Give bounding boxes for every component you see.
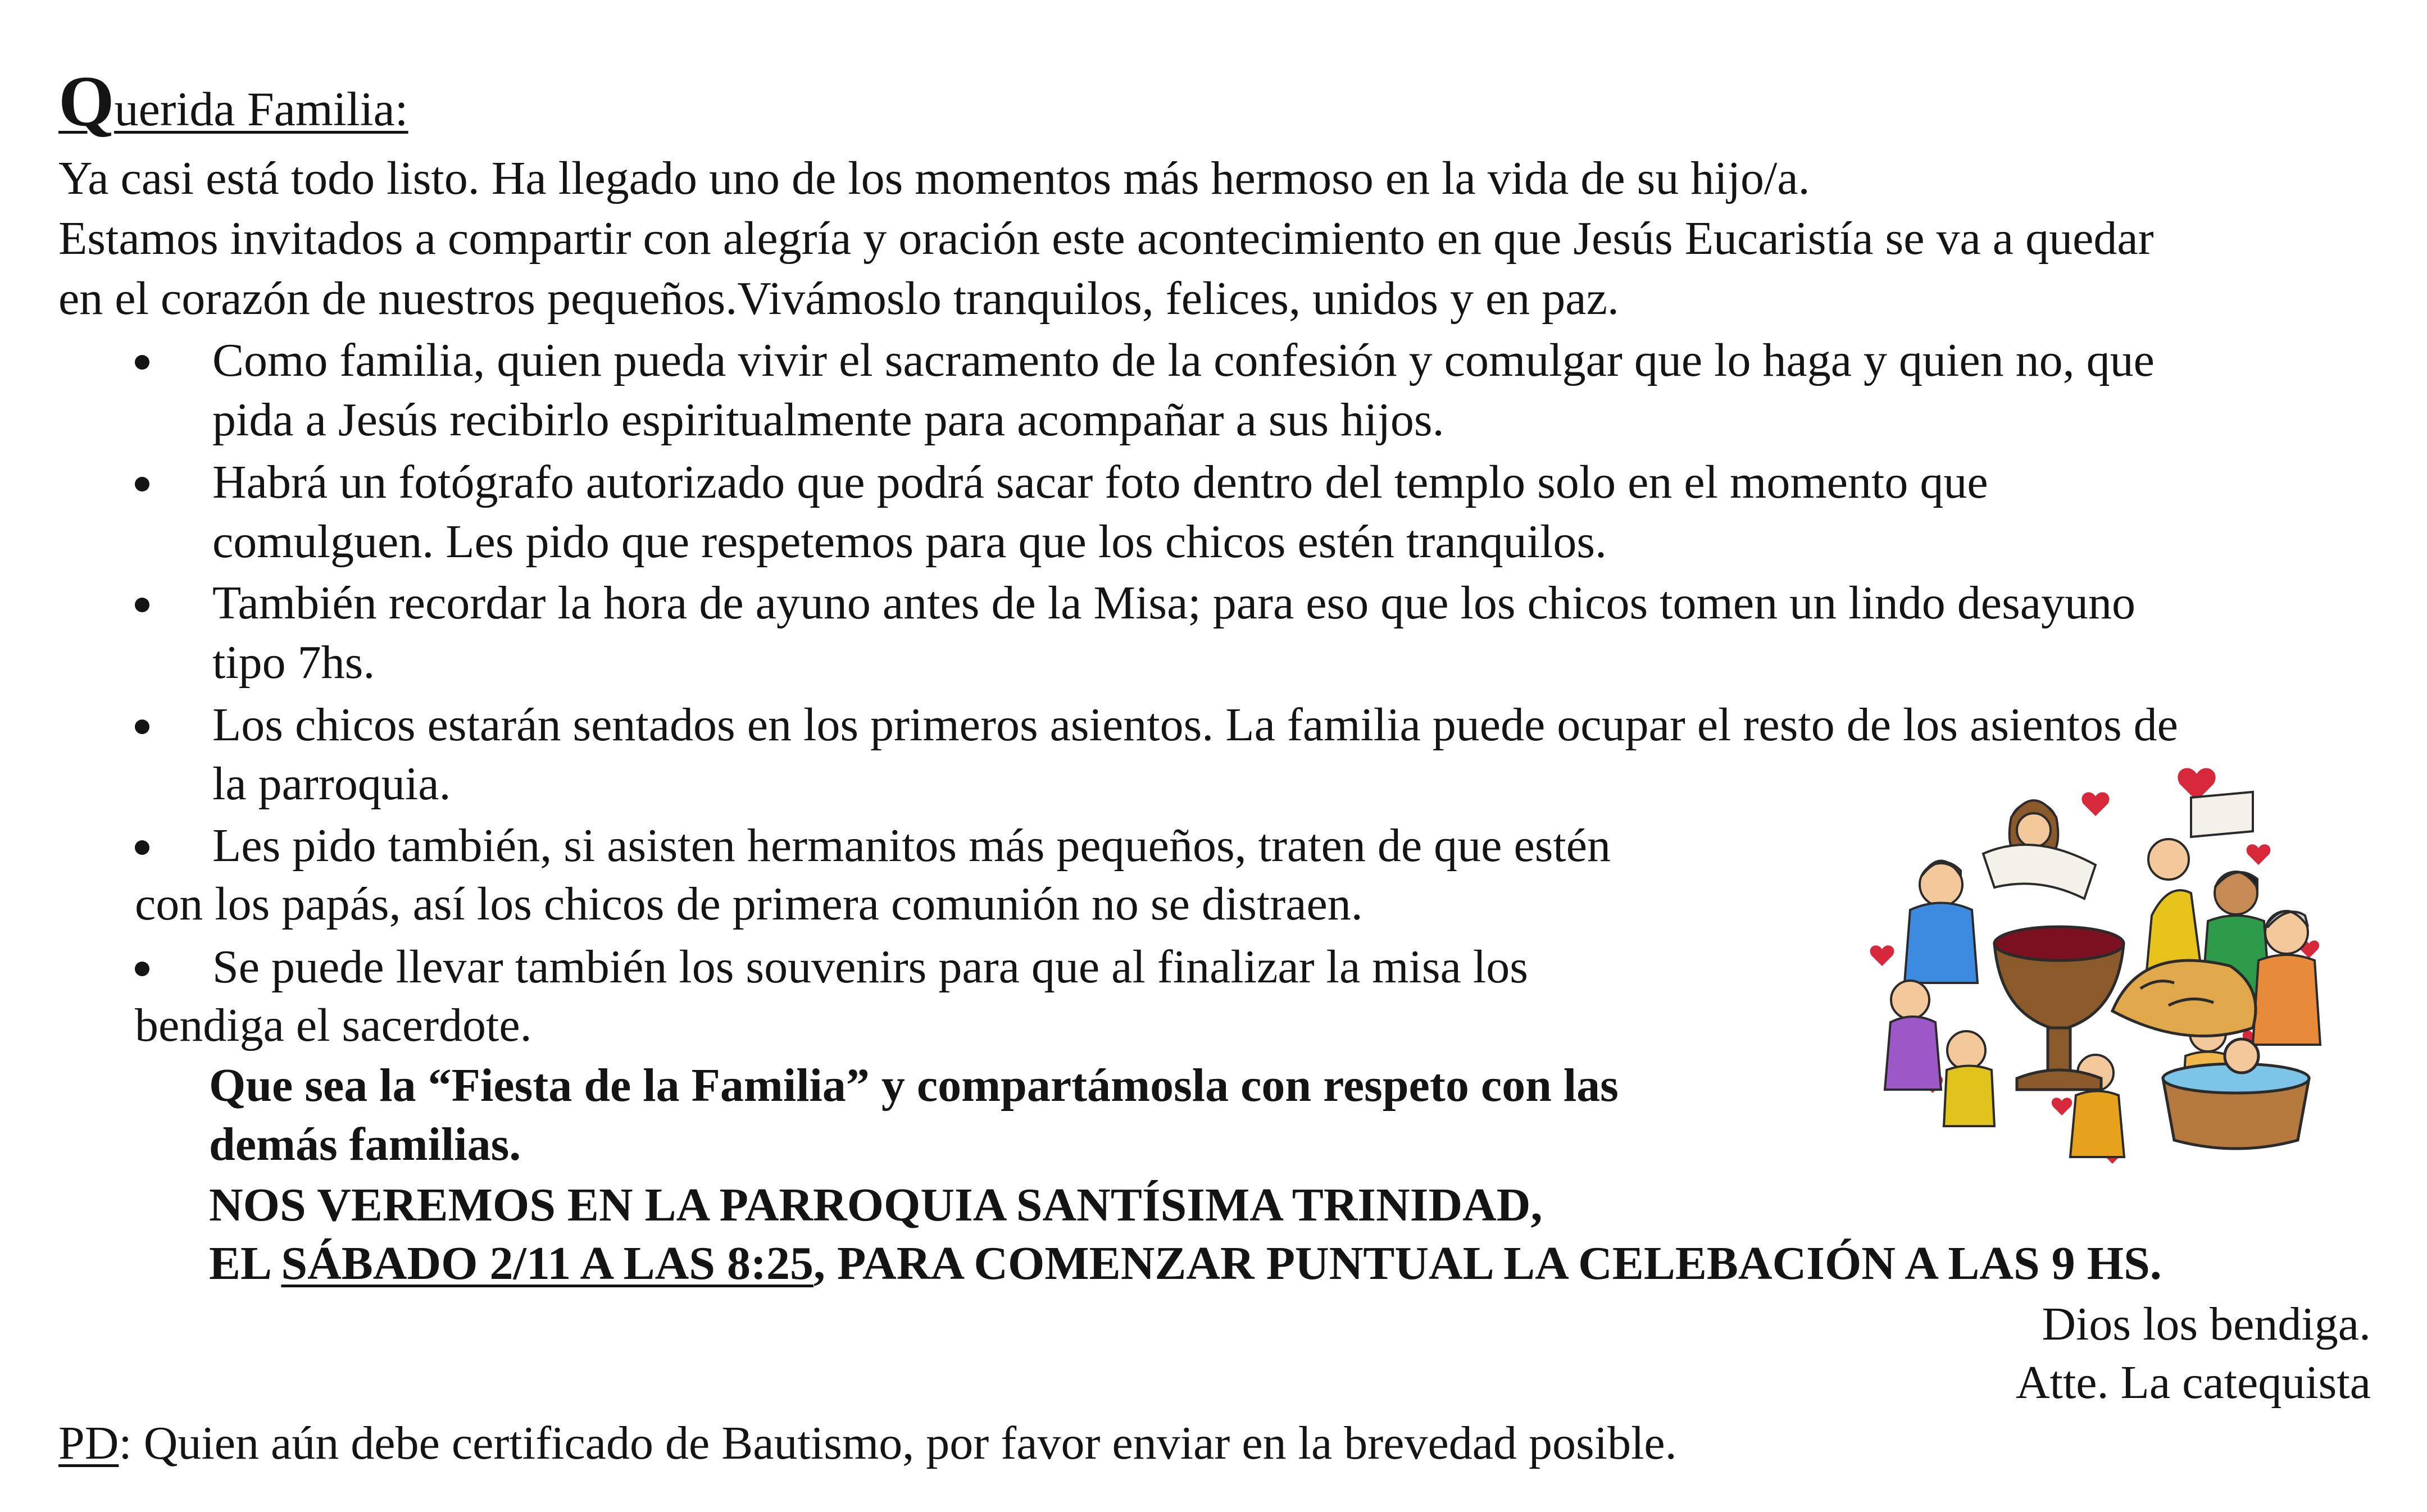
- bread-icon: [2112, 960, 2256, 1036]
- bullet-text-continued: con los papás, así los chicos de primera comunión no se distraen.: [135, 878, 1363, 930]
- bullet-text: También recordar la hora de ayuno antes de la Misa; para eso que los chicos tomen un lindo desayuno: [212, 577, 2136, 629]
- bullet-icon: [135, 477, 149, 491]
- postscript-text: : Quien aún debe certificado de Bautismo, por favor enviar en la brevedad posible.: [119, 1417, 1677, 1469]
- bullet-text-continued: pida a Jesús recibirlo espiritualmente para acompañar a sus hijos.: [212, 394, 1444, 446]
- bullet-text: Los chicos estarán sentados en los primeros asientos. La familia puede ocupar el resto de los asientos de: [212, 699, 2178, 751]
- intro-line-1: Ya casi está todo listo. Ha llegado uno de los momentos más hermoso en la vida de su hijo/a.: [58, 152, 1810, 204]
- event-date-time: SÁBADO 2/11 A LAS 8:25: [281, 1237, 813, 1290]
- bullet-icon: [135, 355, 149, 370]
- announcement-line-2: [209, 1236, 2162, 1292]
- bullet-text: Como familia, quien pueda vivir el sacramento de la confesión y comulgar que lo haga y quien no, que: [212, 334, 2155, 386]
- postscript: [58, 1415, 1677, 1472]
- intro-line-2: Estamos invitados a compartir con alegría y oración este acontecimiento en que Jesús Eucaristía se va a quedar: [58, 212, 2154, 265]
- bold-message-line-2: demás familias.: [209, 1118, 521, 1171]
- announcement-prefix: EL: [209, 1237, 281, 1290]
- announcement-line-1: NOS VEREMOS EN LA PARROQUIA SANTÍSIMA TRINIDAD,: [209, 1179, 1543, 1231]
- announcement-suffix: , PARA COMENZAR PUNTUAL LA CELEBACIÓN A LAS 9 HS.: [813, 1237, 2162, 1290]
- bullet-text-continued: comulguen. Les pido que respetemos para que los chicos estén tranquilos.: [212, 516, 1607, 568]
- greeting: [58, 61, 408, 141]
- communion-illustration: [1848, 764, 2354, 1179]
- bullet-text-continued: la parroquia.: [212, 758, 451, 810]
- bullet-icon: [135, 840, 149, 855]
- bullet-text: Les pido también, si asisten hermanitos más pequeños, traten de que estén: [212, 819, 1611, 872]
- bullet-text-continued: bendiga el sacerdote.: [135, 999, 532, 1051]
- bullet-text: Se puede llevar también los souvenirs para que al finalizar la misa los: [212, 941, 1528, 993]
- bullet-text-continued: tipo 7hs.: [212, 636, 375, 689]
- closing-blessing: Dios los bendiga.: [2042, 1298, 2371, 1350]
- bullet-icon: [135, 962, 149, 976]
- greeting-initial: Q: [58, 61, 115, 141]
- postscript-label: PD: [58, 1417, 119, 1469]
- bullet-icon: [135, 598, 149, 612]
- intro-line-3: en el corazón de nuestros pequeños.Vivámoslo tranquilos, felices, unidos y en paz.: [58, 272, 1619, 325]
- closing-signature: Atte. La catequista: [2015, 1356, 2371, 1409]
- bullet-icon: [135, 719, 149, 734]
- bold-message-line-1: Que sea la “Fiesta de la Familia” y compartámosla con respeto con las: [209, 1059, 1619, 1112]
- greeting-text: uerida Familia:: [114, 82, 408, 136]
- bullet-text: Habrá un fotógrafo autorizado que podrá sacar foto dentro del templo solo en el momento que: [212, 456, 1988, 508]
